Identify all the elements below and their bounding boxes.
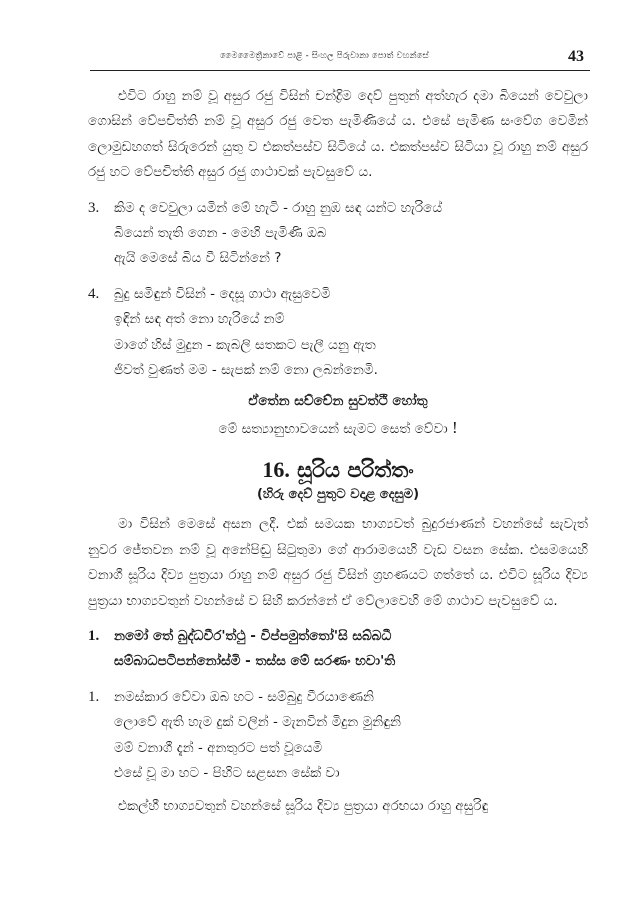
section-paragraph: මා විසින් මෙසේ අසන ලදී. එක් සමයක භාග්‍යවත් බුදුරජාණන් වහන්සේ සැවැත් නුවර ජේතවන නම් වූ අනේපිඬු සිටුතුමා ගේ ආරාමයෙහි වැඩ වසන සේක. එසමයෙහි වනාගී සූරිය දිව්‍ය පුත්‍රයා රාහු නම් අසුර රජු විසින් ග්‍රහණයට ගත්තේ ය. එවිට සූරිය දිව්‍ය පුත්‍රයා භාග්‍යවතුන් වහන්සේ ව සිහි කරන්නේ ඒ වේලාවෙහි මේ ගාථාව පැවසුවේ ය. bbox=[88, 516, 588, 609]
pali-verse bbox=[88, 624, 588, 675]
verse-line: ජිවත් වුණත් මම - සැපක් නම් නො ලබන්නෙමි. bbox=[114, 362, 378, 379]
verse-line: ලොවේ ඇති හැම දුක් වලින් - මැනවින් මිදුන මුනිඳුනි bbox=[114, 714, 402, 731]
section-title bbox=[88, 456, 588, 484]
intro-paragraph: එවිට රාහු නම් වූ අසුර රජු විසින් චන්ද්‍රිම දෙව් පුතුන් අත්හැර දමා බියෙන් වෙවුලා ගොසින් වේපචිත්ති නම් වූ අසුර රජු වෙත පැමිණියේ ය. එසේ පැමිණ සංවේග වෙමින් ලොමුඩහගත් සිරුරෙන් යුතු ව එකත්පස්ව සිටියේ ය. එකත්පස්ව සිටියා වූ රාහු නම් අසුර රජු හට වේපචිත්ති අසුර රජු ගාථාවක් පැවසුවේ ය. bbox=[88, 88, 588, 181]
verse-line: කිම ද වෙවුලා යමින් මේ හැටි - රාහු නුඹ සඳ යන්ට හැරියේ bbox=[114, 199, 443, 216]
blessing-exclamation: ! bbox=[451, 417, 458, 437]
section-subtitle: (හිරු දෙව් පුතුට වදාළ දෙසුම) bbox=[256, 487, 420, 503]
blessing-sinhala-line bbox=[88, 415, 588, 442]
verse-number: 1. bbox=[88, 688, 100, 705]
verse-line: බුදු සමිඳුන් විසින් - දෙසූ ගාථා ඇසුවෙමි bbox=[114, 285, 331, 302]
section-number: 16. bbox=[262, 457, 290, 483]
verse-line: මම් වනාගී දැන් - අනතුරට පත් වූයෙමි bbox=[114, 739, 323, 756]
blessing-pali: ඒතේන සච්චේන සුවත්ථි හෝතු bbox=[248, 393, 428, 410]
verse-line: බියෙන් තැති ගෙන - මෙහි පැමිණි ඔබ bbox=[114, 225, 327, 242]
verse-line: ඇයි මෙසේ බිය වී සිටින්නේ ? bbox=[114, 250, 282, 267]
verse-number: 3. bbox=[88, 199, 100, 216]
blessing bbox=[88, 389, 588, 442]
verse-3 bbox=[88, 196, 588, 272]
running-head: මෛමෛත්‍රීනාවේ පාළි - සිංහල පිරුවානා පොත් වහන්සේ bbox=[220, 51, 429, 61]
blessing-sinhala: මේ සත්‍යානුභාවයෙන් සැමට සෙත් වේවා bbox=[218, 420, 448, 437]
closing-line: එකල්හී භාග්‍යවතුන් වහන්සේ සූරිය දිව්‍ය පුත්‍රයා අරභයා රාහු අසුරිඳු bbox=[118, 798, 489, 815]
verse-4 bbox=[88, 282, 588, 384]
verse-lines bbox=[114, 685, 588, 787]
verse-lines bbox=[114, 196, 588, 272]
verse-number: 4. bbox=[88, 285, 100, 302]
verse-lines bbox=[114, 282, 588, 384]
verse-line: සම්බාධපටිපන්නෝස්මි - තස්ස මේ සරණං භවා'ති bbox=[114, 653, 396, 670]
verse-line: නමෝ තේ බුද්ධවීර'ත්ථු - විප්පමුත්තෝ'සි සබ්බධී bbox=[114, 627, 392, 644]
verse-number: 1. bbox=[88, 627, 100, 644]
page-body bbox=[88, 84, 588, 820]
verse-lines bbox=[114, 624, 588, 675]
verse-line: ඉඳින් සඳ අත් නො හැරියේ නම් bbox=[114, 311, 285, 328]
page-number: 43 bbox=[568, 48, 584, 65]
verse-line: මාගේ හිස් මුදුන - කැබලි සතකට පැලී යනු ඇත bbox=[114, 336, 376, 353]
page-header bbox=[90, 48, 590, 71]
sinhala-verse bbox=[88, 685, 588, 787]
verse-line: නමස්කාර වේවා ඔබ හට - සම්බුදු වීරයාණෙනි bbox=[114, 688, 374, 705]
verse-line: එසේ වූ මා හට - පිහිට සළසන සේක් වා bbox=[114, 764, 340, 781]
section-title-text: සූරිය පරිත්තං bbox=[297, 458, 414, 483]
